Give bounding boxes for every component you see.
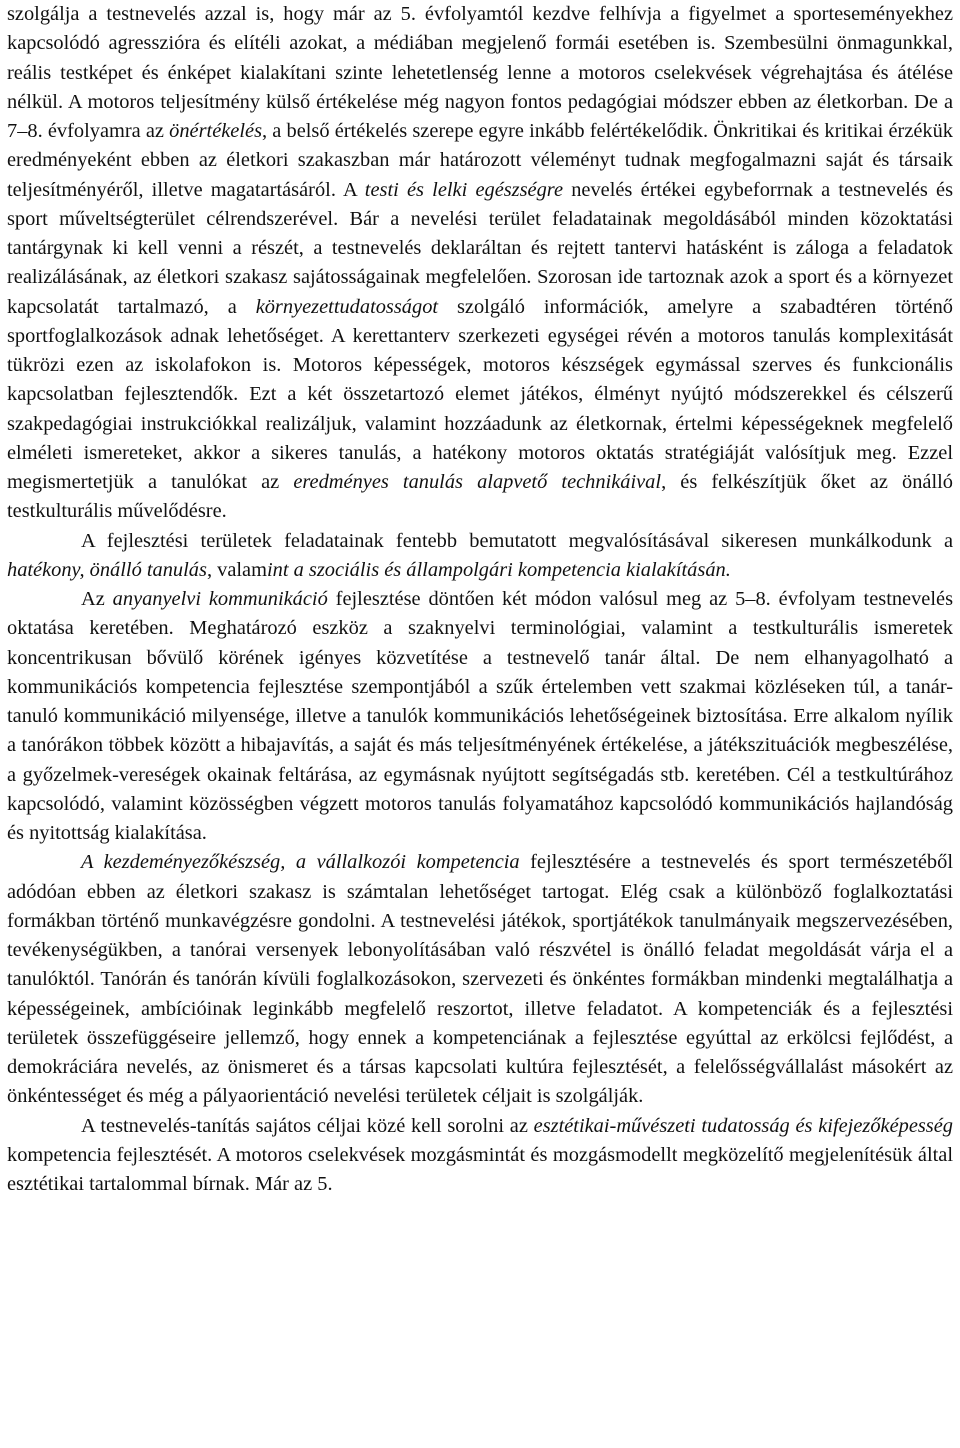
- paragraph-5: [7, 1112, 953, 1200]
- text-run: szolgálja a testnevelés azzal is, hogy már az 5. évfolyamtól kezdve felhívja a figyelmet a sporteseményekhez kapcsolódó agresszióra és elítéli azokat, a médiában megjelenő formái esetében is. Szembesülni önmagunkkal, reális testképet és énképet kialakítani szinte lehetetlenség lenne a motoros cselekvések végrehajtása és átélése nélkül. A motoros teljesítmény külső értékelése még nagyon fontos pedagógiai módszer ebben az életkorban. De a 7–8. évfolyamra az: [7, 3, 953, 142]
- italic-text-run: A kezdeményezőkészség, a vállalkozói kompetencia: [81, 851, 520, 874]
- text-run: fejlesztése döntően két módon valósul meg az 5–8. évfolyam testnevelés oktatása keretében. Meghatározó eszköz a szaknyelvi terminológiai, valamint a testkulturális ismeretek koncentrikusan bővülő körének igényes közvetítése a testnevelő tanár által. De nem elhanyagolható a kommunikációs kompetencia fejlesztése szempontjából a szűk értelemben vett szakmai közléseken túl, a tanár-tanuló kommunikáció milyensége, illetve a tanulók kommunikációs lehetőségeinek biztosítása. Erre alkalom nyílik a tanórákon többek között a hibajavítás, a saját és más teljesítményének értékelése, a játékszituációk megbeszélése, a győzelmek-vereségek okainak feltárása, az egymásnak nyújtott segítségadás stb. keretében. Cél a testkultúrához kapcsolódó, valamint közösségben végzett motoros tanulás folyamatához kapcsolódó kommunikációs hajlandóság és nyitottság kialakítása.: [7, 588, 954, 844]
- italic-text-run: testi és lelki egészségre: [364, 178, 564, 201]
- text-run: , a belső értékelés szerepe egyre inkább felértékelődik. Önkritikai és kritikai érzékük eredményeként ebben az életkori szakaszban már határozott véleményt tudnak megfogalmazni saját és társaik teljesítményéről, illetve magatartásáról. A: [7, 120, 954, 201]
- paragraph-4: [7, 848, 953, 1111]
- text-run: fejlesztésére a testnevelés és sport természetéből adódóan ebben az életkori szakasz is számtalan lehetőséget tartogat. Elég csak a különböző foglalkoztatási formákban történő munkavégzésre gondolni. A testnevelési játékok, sportjátékok tanulmányaik megszervezésében, tevékenységükben, a tanórai versenyek lebonyolításában való részvétel is önálló feladat megoldását várja el a tanulóktól. Tanórán és tanórán kívüli foglalkozásokon, szervezeti és önkéntes formákban mindenki megtalálhatja a képességeinek, ambícióinak leginkább megfelelő reszortot, illetve feladatot. A kompetenciák és a fejlesztési területek összefüggéseire jellemző, hogy ennek a kompetenciának a fejlesztése egyúttal az erkölcsi fejlődést, a demokráciára nevelés, az önismeret és a társas kapcsolati kultúra fejlesztését, a felelősségvállalást másokért az önkéntességet és még a pályaorientáció nevelési területek céljait is szolgálják.: [7, 851, 953, 1108]
- text-run: A testnevelés-tanítás sajátos céljai közé kell sorolni az: [81, 1114, 534, 1137]
- text-run: , valam: [206, 558, 267, 581]
- text-run: nevelés értékei egybeforrnak a testnevelés és sport műveltségterület célrendszerével. Bár a nevelési terület feladatainak megoldásából minden közoktatási tantárgynak ki kell venni a részét, a testnevelés deklaráltan és rejtett tantervi hatásként is záloga a feladatok realizálásának, az életkori szakasz sajátosságainak megfelelően. Szorosan ide tartoznak azok a sport és a környezet kapcsolatát tartalmazó, a: [7, 178, 953, 318]
- text-run: szolgáló információk, amelyre a szabadtéren történő sportfoglalkozások adnak lehetőséget. A kerettanterv szerkezeti egységei révén a motoros tanulás komplexitását tükrözi ezen az iskolafokon is. Motoros képességek, motoros készségek egymással szerves és funkcionális kapcsolatban fejlesztendők. Ezt a két összetartozó elemet játékos, élményt nyújtó módszerekkel és célszerű szakpedagógiai instrukciókkal realizáljuk, valamint hozzáadunk az életkornak, értelmi képességeknek megfelelő elméleti ismereteket, akkor a sikeres tanulás, a hatékony motoros oktatás stratégiáját valósítjuk meg. Ezzel megismertetjük a tanulókat az: [7, 295, 953, 493]
- italic-text-run: hatékony, önálló tanulás: [7, 558, 207, 581]
- text-run: kompetencia fejlesztését. A motoros cselekvések mozgásmintát és mozgásmodellt megközelítő megjelenítésük által esztétikai tartalommal bírnak. Már az 5.: [7, 1143, 953, 1195]
- text-run: , és felkészítjük őket az önálló testkulturális művelődésre.: [7, 471, 954, 523]
- italic-text-run: anyanyelvi kommunikáció: [112, 588, 328, 610]
- document-page: [7, 0, 953, 1199]
- paragraph-3: [7, 585, 953, 848]
- italic-text-run: esztétikai-művészeti tudatosság és kifejezőképesség: [533, 1114, 953, 1137]
- italic-text-run: környezettudatosságot: [255, 295, 439, 318]
- paragraph-1: [7, 0, 953, 527]
- italic-text-run: önértékelés: [169, 120, 262, 142]
- text-run: Az: [81, 588, 113, 610]
- text-run: A fejlesztési területek feladatainak fentebb bemutatott megvalósításával sikeresen munkálkodunk a: [81, 529, 953, 552]
- italic-text-run: int a szociális és állampolgári kompetencia kialakításán.: [266, 558, 731, 581]
- paragraph-2: [7, 527, 953, 586]
- italic-text-run: eredményes tanulás alapvető technikáival: [293, 471, 662, 493]
